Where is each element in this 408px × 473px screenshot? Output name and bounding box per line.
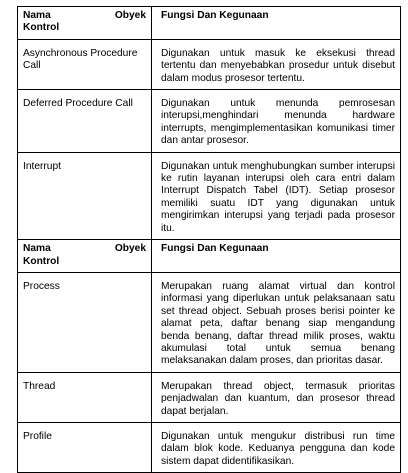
header-name-word-2: Obyek [114, 10, 146, 21]
row-desc-cell: Merupakan thread object, termasuk prioritas penjadwalan dan kuantum, dan prosesor thread dapat berjalan. [152, 372, 401, 422]
row-desc-cell: Digunakan untuk menghubungkan sumber interupsi ke rutin layanan interupsi oleh cara entri dalam Interrupt Dispatch Tabel (IDT). Setiap prosesor memiliki suatu IDT yang digunakan untuk mengirimkan interupsi yang terjadi pada prosesor itu. [152, 152, 401, 239]
header-name-word-1: Nama [23, 243, 51, 255]
row-name-cell: Profile [18, 422, 152, 472]
row-name-cell: Asynchronous Procedure Call [18, 39, 152, 89]
header-cell-name [18, 7, 152, 40]
header-cell-desc [152, 7, 401, 40]
header-name-word-2: Obyek [114, 243, 146, 255]
table-header-row [18, 7, 401, 40]
row-name-cell: Process [18, 272, 152, 372]
row-desc-cell: Digunakan untuk mengukur distribusi run time dalam blok kode. Keduanya pengguna dan kode sistem dapat didentifikasikan. [152, 422, 401, 472]
header-cell-desc [152, 240, 401, 273]
header-desc-label: Fungsi Dan Kegunaan [161, 243, 269, 255]
header-desc-label: Fungsi Dan Kegunaan [161, 10, 269, 21]
control-object-table [17, 6, 401, 473]
row-name-cell: Interrupt [18, 152, 152, 239]
row-name-cell: Deferred Procedure Call [18, 90, 152, 153]
table-header-row [18, 240, 401, 273]
table-row [18, 90, 401, 153]
row-desc-cell: Digunakan untuk menunda pemrosesan interupsi,menghindari menunda hardware interrupts, mengimplementasikan komunikasi timer dan antar prosesor. [152, 90, 401, 153]
header-name-word-3: Kontrol [23, 22, 60, 34]
row-name-cell: Thread [18, 372, 152, 422]
table-row [18, 422, 401, 472]
table-row [18, 152, 401, 239]
header-name-word-3: Kontrol [23, 255, 60, 267]
row-desc-cell: Digunakan untuk masuk ke eksekusi thread tertentu dan menyebabkan prosedur untuk disebut dalam modus prosesor tertentu. [152, 39, 401, 89]
table-row [18, 272, 401, 372]
table-row [18, 39, 401, 89]
header-name-word-1: Nama [23, 10, 51, 21]
row-desc-cell: Merupakan ruang alamat virtual dan kontrol informasi yang diperlukan untuk pelaksanaan satu set thread object. Sebuah proses berisi pointer ke alamat peta, daftar benang siap mengandung benda benang, daftar thread milik proses, waktu akumulasi total untuk semua benang melaksanakan dalam proses, dan prioritas dasar. [152, 272, 401, 372]
table-row [18, 372, 401, 422]
header-cell-name [18, 240, 152, 273]
